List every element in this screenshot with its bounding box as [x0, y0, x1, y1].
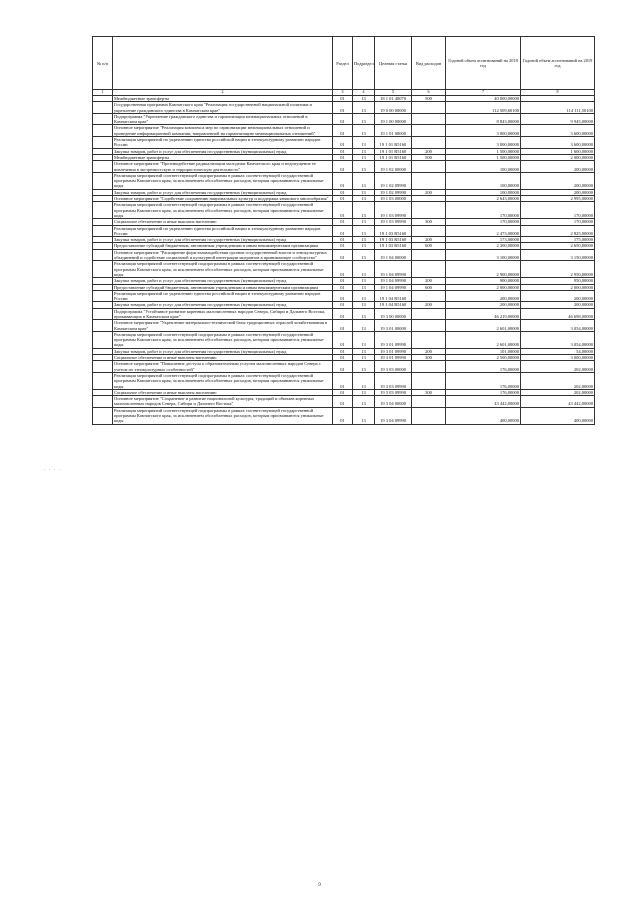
- row-podrazdel-cell: 13: [353, 237, 375, 243]
- row-csr-cell: 19 1 03 R5160: [375, 225, 412, 237]
- row-csr-cell: 19 3 03 09990: [375, 372, 412, 389]
- row-num-cell: [93, 225, 113, 237]
- row-num-cell: [93, 290, 113, 302]
- row-2019-cell: 200,00000: [521, 302, 595, 308]
- table-row: [93, 125, 595, 137]
- row-vr-cell: 200: [412, 302, 446, 308]
- row-2018-cell: 2 900,00000: [446, 261, 521, 278]
- row-vr-cell: [412, 331, 446, 348]
- table-row: [93, 202, 595, 219]
- row-csr-cell: 19 1 04 09990: [375, 261, 412, 278]
- row-csr-cell: 19 3 01 09990: [375, 355, 412, 361]
- row-podrazdel-cell: 13: [353, 125, 375, 137]
- row-vr-cell: [412, 161, 446, 173]
- row-num-cell: [93, 113, 113, 125]
- column-index: 3: [333, 90, 353, 96]
- row-podrazdel-cell: 13: [353, 196, 375, 202]
- row-name-cell: Основное мероприятие "Укрепление материально-технической базы традиционных отраслей хозяйствования в Камчатском крае": [113, 320, 333, 332]
- row-razdel-cell: 01: [333, 278, 353, 284]
- row-podrazdel-cell: 13: [353, 172, 375, 189]
- row-razdel-cell: 01: [333, 96, 353, 102]
- row-razdel-cell: 01: [333, 308, 353, 320]
- table-row: [93, 320, 595, 332]
- row-podrazdel-cell: 13: [353, 407, 375, 424]
- row-name-cell: Реализация мероприятий соответствующей подпрограммы в рамках соответствующей государственной программы Камчатского края, за исключением обособленных расходов, которым присваиваются уникальные коды: [113, 331, 333, 348]
- row-2019-cell: 1 600,00000: [521, 148, 595, 154]
- row-2018-cell: 400,00000: [446, 407, 521, 424]
- row-podrazdel-cell: 13: [353, 202, 375, 219]
- row-vr-cell: 200: [412, 348, 446, 354]
- row-vr-cell: 500: [412, 96, 446, 102]
- page-number: 9: [318, 883, 321, 888]
- row-name-cell: Социальное обеспечение и иные выплаты населению: [113, 355, 333, 361]
- row-2018-cell: 3 100,00000: [446, 249, 521, 261]
- row-2018-cell: 112 509,60100: [446, 102, 521, 114]
- row-csr-cell: 19 3 00 00000: [375, 308, 412, 320]
- column-index: 2: [113, 90, 333, 96]
- row-csr-cell: 19 3 04 09990: [375, 407, 412, 424]
- column-index: 7: [446, 90, 521, 96]
- row-csr-cell: 19 1 01 R5160: [375, 154, 412, 160]
- row-num-cell: [93, 137, 113, 149]
- row-csr-cell: 19 0 00 00000: [375, 102, 412, 114]
- row-name-cell: Основное мероприятие "Сохранение и развитие национальной культуры, традиций и обычаев коренных малочисленных народов Севера, Сибири и Дальнего Востока": [113, 396, 333, 408]
- row-vr-cell: [412, 361, 446, 373]
- row-name-cell: Подпрограмма "Устойчивое развитие коренных малочисленных народов Севера, Сибири и Дальнего Востока, проживающих в Камчатском крае": [113, 308, 333, 320]
- row-podrazdel-cell: 13: [353, 102, 375, 114]
- row-razdel-cell: 01: [333, 225, 353, 237]
- row-razdel-cell: 01: [333, 331, 353, 348]
- row-name-cell: Основное мероприятие "Противодействие радикализации молодежи Камчатского края и недопущение ее вовлечения в экстремистскую и террористическую деятельность": [113, 161, 333, 173]
- row-podrazdel-cell: 13: [353, 372, 375, 389]
- column-index: 8: [521, 90, 595, 96]
- row-vr-cell: [412, 261, 446, 278]
- header-vr: Вид расходов: [412, 37, 446, 90]
- row-vr-cell: [412, 407, 446, 424]
- row-name-cell: Закупка товаров, работ и услуг для обеспечения государственных (муниципальных) нужд: [113, 148, 333, 154]
- row-podrazdel-cell: 13: [353, 261, 375, 278]
- row-podrazdel-cell: 13: [353, 219, 375, 225]
- row-csr-cell: 19 1 01 R5160: [375, 148, 412, 154]
- row-2019-cell: 3 600,00000: [521, 125, 595, 137]
- row-name-cell: Реализация мероприятий соответствующей подпрограммы в рамках соответствующей государственной программы Камчатского края, за исключением обособленных расходов, которым присваиваются уникальные коды: [113, 172, 333, 189]
- row-2019-cell: 54,00000: [521, 348, 595, 354]
- row-razdel-cell: 01: [333, 302, 353, 308]
- row-2018-cell: 176,00000: [446, 361, 521, 373]
- row-vr-cell: [412, 290, 446, 302]
- row-2018-cell: 46 219,00000: [446, 308, 521, 320]
- row-2019-cell: 400,00000: [521, 407, 595, 424]
- row-podrazdel-cell: 13: [353, 189, 375, 195]
- margin-marks: · · · ·: [44, 468, 62, 473]
- row-razdel-cell: 01: [333, 249, 353, 261]
- row-razdel-cell: 01: [333, 154, 353, 160]
- row-2019-cell: 202,00000: [521, 389, 595, 395]
- header-csr: Целевая статья: [375, 37, 412, 90]
- header-name: [113, 37, 333, 90]
- row-num-cell: [93, 102, 113, 114]
- row-podrazdel-cell: 13: [353, 154, 375, 160]
- row-num-cell: [93, 172, 113, 189]
- header-razdel: Раздел: [333, 37, 353, 90]
- row-2019-cell: 43 442,00000: [521, 396, 595, 408]
- table-body: [93, 96, 595, 425]
- row-csr-cell: 19 1 01 00000: [375, 125, 412, 137]
- row-name-cell: Реализация мероприятий соответствующей подпрограммы в рамках соответствующей государственной программы Камчатского края, за исключением обособленных расходов, которым присваиваются уникальные коды: [113, 407, 333, 424]
- table-row: [93, 113, 595, 125]
- table-row: [93, 102, 595, 114]
- table-row: [93, 261, 595, 278]
- row-vr-cell: 200: [412, 237, 446, 243]
- row-csr-cell: 19 1 04 R5160: [375, 302, 412, 308]
- table-row: [93, 308, 595, 320]
- row-csr-cell: 19 1 00 00000: [375, 113, 412, 125]
- row-razdel-cell: 01: [333, 284, 353, 290]
- row-vr-cell: [412, 225, 446, 237]
- row-podrazdel-cell: 13: [353, 389, 375, 395]
- row-vr-cell: 300: [412, 219, 446, 225]
- row-razdel-cell: 01: [333, 137, 353, 149]
- row-name-cell: Межбюджетные трансферты: [113, 154, 333, 160]
- row-podrazdel-cell: 13: [353, 249, 375, 261]
- row-vr-cell: [412, 125, 446, 137]
- row-podrazdel-cell: 13: [353, 355, 375, 361]
- row-2018-cell: 2 643,00000: [446, 196, 521, 202]
- row-podrazdel-cell: 13: [353, 290, 375, 302]
- row-2019-cell: 3 000,00000: [521, 355, 595, 361]
- row-2018-cell: 2 000,00000: [446, 284, 521, 290]
- row-razdel-cell: 01: [333, 348, 353, 354]
- row-razdel-cell: 01: [333, 361, 353, 373]
- row-name-cell: Закупка товаров, работ и услуг для обеспечения государственных (муниципальных) нужд: [113, 302, 333, 308]
- row-2019-cell: 200,00000: [521, 161, 595, 173]
- row-razdel-cell: 01: [333, 320, 353, 332]
- row-2018-cell: 100,00000: [446, 189, 521, 195]
- row-podrazdel-cell: 13: [353, 348, 375, 354]
- row-2018-cell: 43 442,00000: [446, 396, 521, 408]
- row-name-cell: Основное мероприятие "Расширение форм взаимодействия органов государственной власти и этнокультурных объединений и содействие социальной и культурной интеграции мигрантов в принимающее сообщество": [113, 249, 333, 261]
- row-csr-cell: 19 3 04 00000: [375, 396, 412, 408]
- row-2018-cell: 900,00000: [446, 278, 521, 284]
- row-2018-cell: 200,00000: [446, 290, 521, 302]
- row-vr-cell: 600: [412, 243, 446, 249]
- table-row: [93, 137, 595, 149]
- row-vr-cell: 200: [412, 189, 446, 195]
- table-row: [93, 225, 595, 237]
- row-2018-cell: 40 000,00000: [446, 96, 521, 102]
- row-podrazdel-cell: 13: [353, 113, 375, 125]
- table-row: [93, 396, 595, 408]
- row-vr-cell: 300: [412, 355, 446, 361]
- row-2019-cell: 2 000,00000: [521, 284, 595, 290]
- row-csr-cell: 19 3 01 00000: [375, 320, 412, 332]
- row-name-cell: Реализация мероприятий по укреплению единства российской нации и этнокультурному развитию народов России: [113, 290, 333, 302]
- row-num-cell: [93, 202, 113, 219]
- row-name-cell: Основное мероприятие "Реализация комплекса мер по гармонизации межнациональных отношений и проведение информационной компании, направленной на гармонизацию межнациональных отношений": [113, 125, 333, 137]
- row-razdel-cell: 01: [333, 161, 353, 173]
- row-2019-cell: 3 054,00000: [521, 331, 595, 348]
- row-podrazdel-cell: 13: [353, 278, 375, 284]
- row-razdel-cell: 01: [333, 396, 353, 408]
- row-razdel-cell: 01: [333, 148, 353, 154]
- row-name-cell: Закупка товаров, работ и услуг для обеспечения государственных (муниципальных) нужд: [113, 189, 333, 195]
- row-vr-cell: [412, 396, 446, 408]
- row-razdel-cell: 01: [333, 219, 353, 225]
- row-2018-cell: 2 300,00000: [446, 243, 521, 249]
- row-num-cell: [93, 361, 113, 373]
- row-2018-cell: 100,00000: [446, 161, 521, 173]
- row-2018-cell: 2 601,00000: [446, 331, 521, 348]
- row-num-cell: [93, 308, 113, 320]
- row-podrazdel-cell: 13: [353, 302, 375, 308]
- row-csr-cell: 18 1 01 40070: [375, 96, 412, 102]
- row-razdel-cell: 01: [333, 389, 353, 395]
- row-csr-cell: 19 1 04 09990: [375, 284, 412, 290]
- row-2018-cell: 1 500,00000: [446, 154, 521, 160]
- row-csr-cell: 19 1 03 00000: [375, 196, 412, 202]
- row-podrazdel-cell: 13: [353, 361, 375, 373]
- row-csr-cell: 19 1 04 R5160: [375, 290, 412, 302]
- row-podrazdel-cell: 13: [353, 320, 375, 332]
- row-name-cell: Основное мероприятие "Содействие сохранению национальных культур и поддержка языкового многообразия": [113, 196, 333, 202]
- row-razdel-cell: 01: [333, 243, 353, 249]
- header-2018: Годовой объем ассигнований на 2018 год: [446, 37, 521, 90]
- row-csr-cell: 19 1 03 R5160: [375, 243, 412, 249]
- table-row: [93, 361, 595, 373]
- row-name-cell: Закупка товаров, работ и услуг для обеспечения государственных (муниципальных) нужд: [113, 237, 333, 243]
- header-podrazdel: Подраздел: [353, 37, 375, 90]
- row-vr-cell: 500: [412, 154, 446, 160]
- row-name-cell: Реализация мероприятий соответствующей подпрограммы в рамках соответствующей государственной программы Камчатского края, за исключением обособленных расходов, которым присваиваются уникальные коды: [113, 261, 333, 278]
- row-podrazdel-cell: 13: [353, 396, 375, 408]
- row-name-cell: Межбюджетные трансферты: [113, 96, 333, 102]
- column-index: 1: [93, 90, 113, 96]
- row-2019-cell: 3 054,00000: [521, 320, 595, 332]
- row-razdel-cell: 01: [333, 261, 353, 278]
- row-razdel-cell: 01: [333, 355, 353, 361]
- row-csr-cell: 19 1 04 09990: [375, 278, 412, 284]
- table-row: [93, 331, 595, 348]
- row-vr-cell: [412, 113, 446, 125]
- row-2019-cell: 202,00000: [521, 361, 595, 373]
- row-2019-cell: 200,00000: [521, 172, 595, 189]
- row-name-cell: Основное мероприятие "Повышение доступа к образовательным услугам малочисленных народов Севера с учетом их этнокультурных особенностей": [113, 361, 333, 373]
- column-index: 4: [353, 90, 375, 96]
- row-2019-cell: 3 150,00000: [521, 249, 595, 261]
- row-razdel-cell: 01: [333, 407, 353, 424]
- row-name-cell: Социальное обеспечение и иные выплаты населению: [113, 219, 333, 225]
- row-2019-cell: 170,00000: [521, 219, 595, 225]
- row-num-cell: [93, 372, 113, 389]
- row-2018-cell: 2 601,00000: [446, 320, 521, 332]
- row-2018-cell: 3 000,00000: [446, 137, 521, 149]
- row-2019-cell: 9 945,00000: [521, 113, 595, 125]
- row-2019-cell: 200,00000: [521, 290, 595, 302]
- table-row: [93, 372, 595, 389]
- row-vr-cell: [412, 137, 446, 149]
- row-razdel-cell: 01: [333, 102, 353, 114]
- row-razdel-cell: 01: [333, 237, 353, 243]
- row-num-cell: [93, 331, 113, 348]
- row-num-cell: [93, 125, 113, 137]
- row-name-cell: Подпрограмма "Укрепление гражданского единства и гармонизация межнациональных отношений в Камчатском крае": [113, 113, 333, 125]
- row-2019-cell: 3 600,00000: [521, 137, 595, 149]
- row-name-cell: Закупка товаров, работ и услуг для обеспечения государственных (муниципальных) нужд: [113, 348, 333, 354]
- row-vr-cell: [412, 202, 446, 219]
- row-csr-cell: 19 3 03 00000: [375, 361, 412, 373]
- row-razdel-cell: 01: [333, 372, 353, 389]
- row-2018-cell: 2 500,00000: [446, 355, 521, 361]
- row-name-cell: Реализация мероприятий по укреплению единства российской нации и этнокультурному развитию народов России: [113, 137, 333, 149]
- row-name-cell: Предоставление субсидий бюджетным, автономным учреждениям и иным некоммерческим организациям: [113, 284, 333, 290]
- row-podrazdel-cell: 13: [353, 284, 375, 290]
- row-2018-cell: 176,00000: [446, 372, 521, 389]
- row-vr-cell: [412, 308, 446, 320]
- row-vr-cell: [412, 102, 446, 114]
- table-row: [93, 161, 595, 173]
- row-2019-cell: 170,00000: [521, 202, 595, 219]
- row-2018-cell: 1 500,00000: [446, 148, 521, 154]
- row-name-cell: Реализация мероприятий соответствующей подпрограммы в рамках соответствующей государственной программы Камчатского края, за исключением обособленных расходов, которым присваиваются уникальные коды: [113, 202, 333, 219]
- row-vr-cell: 200: [412, 278, 446, 284]
- row-vr-cell: [412, 320, 446, 332]
- row-name-cell: Предоставление субсидий бюджетным, автономным учреждениям и иным некоммерческим организациям: [113, 243, 333, 249]
- row-vr-cell: [412, 372, 446, 389]
- row-vr-cell: 300: [412, 389, 446, 395]
- row-razdel-cell: 01: [333, 189, 353, 195]
- row-num-cell: [93, 407, 113, 424]
- row-2019-cell: 46 698,00000: [521, 308, 595, 320]
- row-2018-cell: 2 473,00000: [446, 225, 521, 237]
- row-name-cell: Реализация мероприятий по укреплению единства российской нации и этнокультурному развитию народов России: [113, 225, 333, 237]
- row-podrazdel-cell: 13: [353, 96, 375, 102]
- row-csr-cell: 19 3 01 09990: [375, 348, 412, 354]
- row-name-cell: Закупка товаров, работ и услуг для обеспечения государственных (муниципальных) нужд: [113, 278, 333, 284]
- row-podrazdel-cell: 13: [353, 308, 375, 320]
- row-vr-cell: 600: [412, 284, 446, 290]
- column-index: 6: [412, 90, 446, 96]
- row-2018-cell: 176,00000: [446, 389, 521, 395]
- row-2019-cell: 950,00000: [521, 278, 595, 284]
- header-2019: Годовой объем ассигнований на 2019 год: [521, 37, 595, 90]
- row-podrazdel-cell: 13: [353, 243, 375, 249]
- row-razdel-cell: 01: [333, 290, 353, 302]
- row-csr-cell: 19 1 02 09990: [375, 172, 412, 189]
- row-csr-cell: 19 1 02 09990: [375, 189, 412, 195]
- row-2018-cell: 3 000,00000: [446, 125, 521, 137]
- row-razdel-cell: 01: [333, 196, 353, 202]
- document-page: [92, 36, 594, 425]
- row-csr-cell: 19 1 03 09990: [375, 202, 412, 219]
- row-podrazdel-cell: 13: [353, 225, 375, 237]
- table-row: [93, 407, 595, 424]
- row-2019-cell: 2 000,00000: [521, 154, 595, 160]
- row-vr-cell: [412, 249, 446, 261]
- row-num-cell: [93, 320, 113, 332]
- row-num-cell: [93, 249, 113, 261]
- row-csr-cell: 19 1 03 09990: [375, 219, 412, 225]
- row-num-cell: [93, 261, 113, 278]
- row-2019-cell: 200,00000: [521, 189, 595, 195]
- row-2018-cell: 8 843,00000: [446, 113, 521, 125]
- row-2019-cell: 175,00000: [521, 237, 595, 243]
- row-csr-cell: 19 1 01 R5160: [375, 137, 412, 149]
- row-csr-cell: 19 1 03 R5160: [375, 237, 412, 243]
- row-2019-cell: 2 825,00000: [521, 225, 595, 237]
- row-2019-cell: 2 950,00000: [521, 261, 595, 278]
- row-2019-cell: 202,00000: [521, 372, 595, 389]
- header-row: [93, 37, 595, 90]
- row-razdel-cell: 01: [333, 113, 353, 125]
- row-razdel-cell: 01: [333, 172, 353, 189]
- row-csr-cell: 19 3 01 09990: [375, 331, 412, 348]
- table-row: [93, 249, 595, 261]
- row-2018-cell: 173,00000: [446, 237, 521, 243]
- row-vr-cell: [412, 172, 446, 189]
- row-name-cell: Государственная программа Камчатского края "Реализация государственной национальной политики и укрепление гражданского единства в Камчатском крае": [113, 102, 333, 114]
- row-csr-cell: 19 3 03 09990: [375, 389, 412, 395]
- row-podrazdel-cell: 13: [353, 161, 375, 173]
- row-razdel-cell: 01: [333, 125, 353, 137]
- row-num-cell: [93, 396, 113, 408]
- row-csr-cell: 19 1 02 00000: [375, 161, 412, 173]
- row-podrazdel-cell: 13: [353, 331, 375, 348]
- row-podrazdel-cell: 13: [353, 137, 375, 149]
- table-row: [93, 172, 595, 189]
- row-2019-cell: 114 111,50100: [521, 102, 595, 114]
- column-index: 5: [375, 90, 412, 96]
- budget-table: [92, 36, 595, 425]
- row-2018-cell: 100,00000: [446, 172, 521, 189]
- row-num-cell: [93, 161, 113, 173]
- row-name-cell: Реализация мероприятий соответствующей подпрограммы в рамках соответствующей государственной программы Камчатского края, за исключением обособленных расходов, которым присваиваются уникальные коды: [113, 372, 333, 389]
- row-2018-cell: 200,00000: [446, 302, 521, 308]
- row-2019-cell: 2 995,00000: [521, 196, 595, 202]
- row-2018-cell: 101,00000: [446, 348, 521, 354]
- row-podrazdel-cell: 13: [353, 148, 375, 154]
- table-row: [93, 290, 595, 302]
- row-vr-cell: 200: [412, 148, 446, 154]
- row-csr-cell: 19 1 04 00000: [375, 249, 412, 261]
- row-2018-cell: 170,00000: [446, 219, 521, 225]
- row-name-cell: Социальное обеспечение и иные выплаты населению: [113, 389, 333, 395]
- header-num: № п/п: [93, 37, 113, 90]
- row-2019-cell: 2 650,00000: [521, 243, 595, 249]
- row-2018-cell: 170,00000: [446, 202, 521, 219]
- row-razdel-cell: 01: [333, 202, 353, 219]
